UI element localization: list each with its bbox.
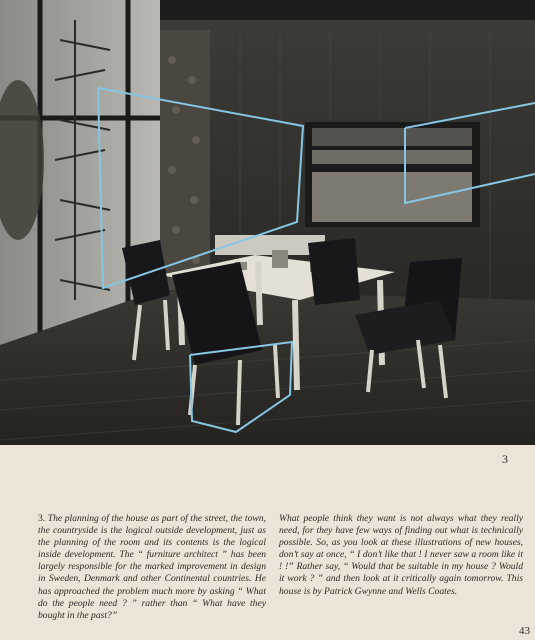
caption-number: 3. bbox=[38, 513, 46, 524]
page-number: 43 bbox=[519, 625, 530, 637]
figure-number: 3 bbox=[502, 452, 508, 466]
caption-left-text: The planning of the house as part of the street, the town, the countryside is the logical outside development, just as the planning of the room and its contents is the logical inside development. The “ furniture architect ” has been largely responsible for the marked improvement in design in Sweden, Denmark and other Continental countries. He has approached the problem much more by asking “ What do the people need ? ” rather than “ What have they bought in the past?” bbox=[38, 513, 266, 621]
patterned-column bbox=[160, 30, 210, 290]
caption-right-column bbox=[279, 513, 523, 598]
caption-left-column bbox=[38, 513, 266, 622]
caption-right-text: What people think they want is not always what they really need, for they have few ways of finding out what is technically possible. So, as you look at these illustrations of new houses, don’t say at once, “ I don’t like that ! I never saw a room like it ! !” Rather say, “ Would that be suitable in my house ? Would it work ? ” and then look at it critically again tomorrow. This house is by Patrick Gwynne and Wells Coates. bbox=[279, 513, 523, 597]
